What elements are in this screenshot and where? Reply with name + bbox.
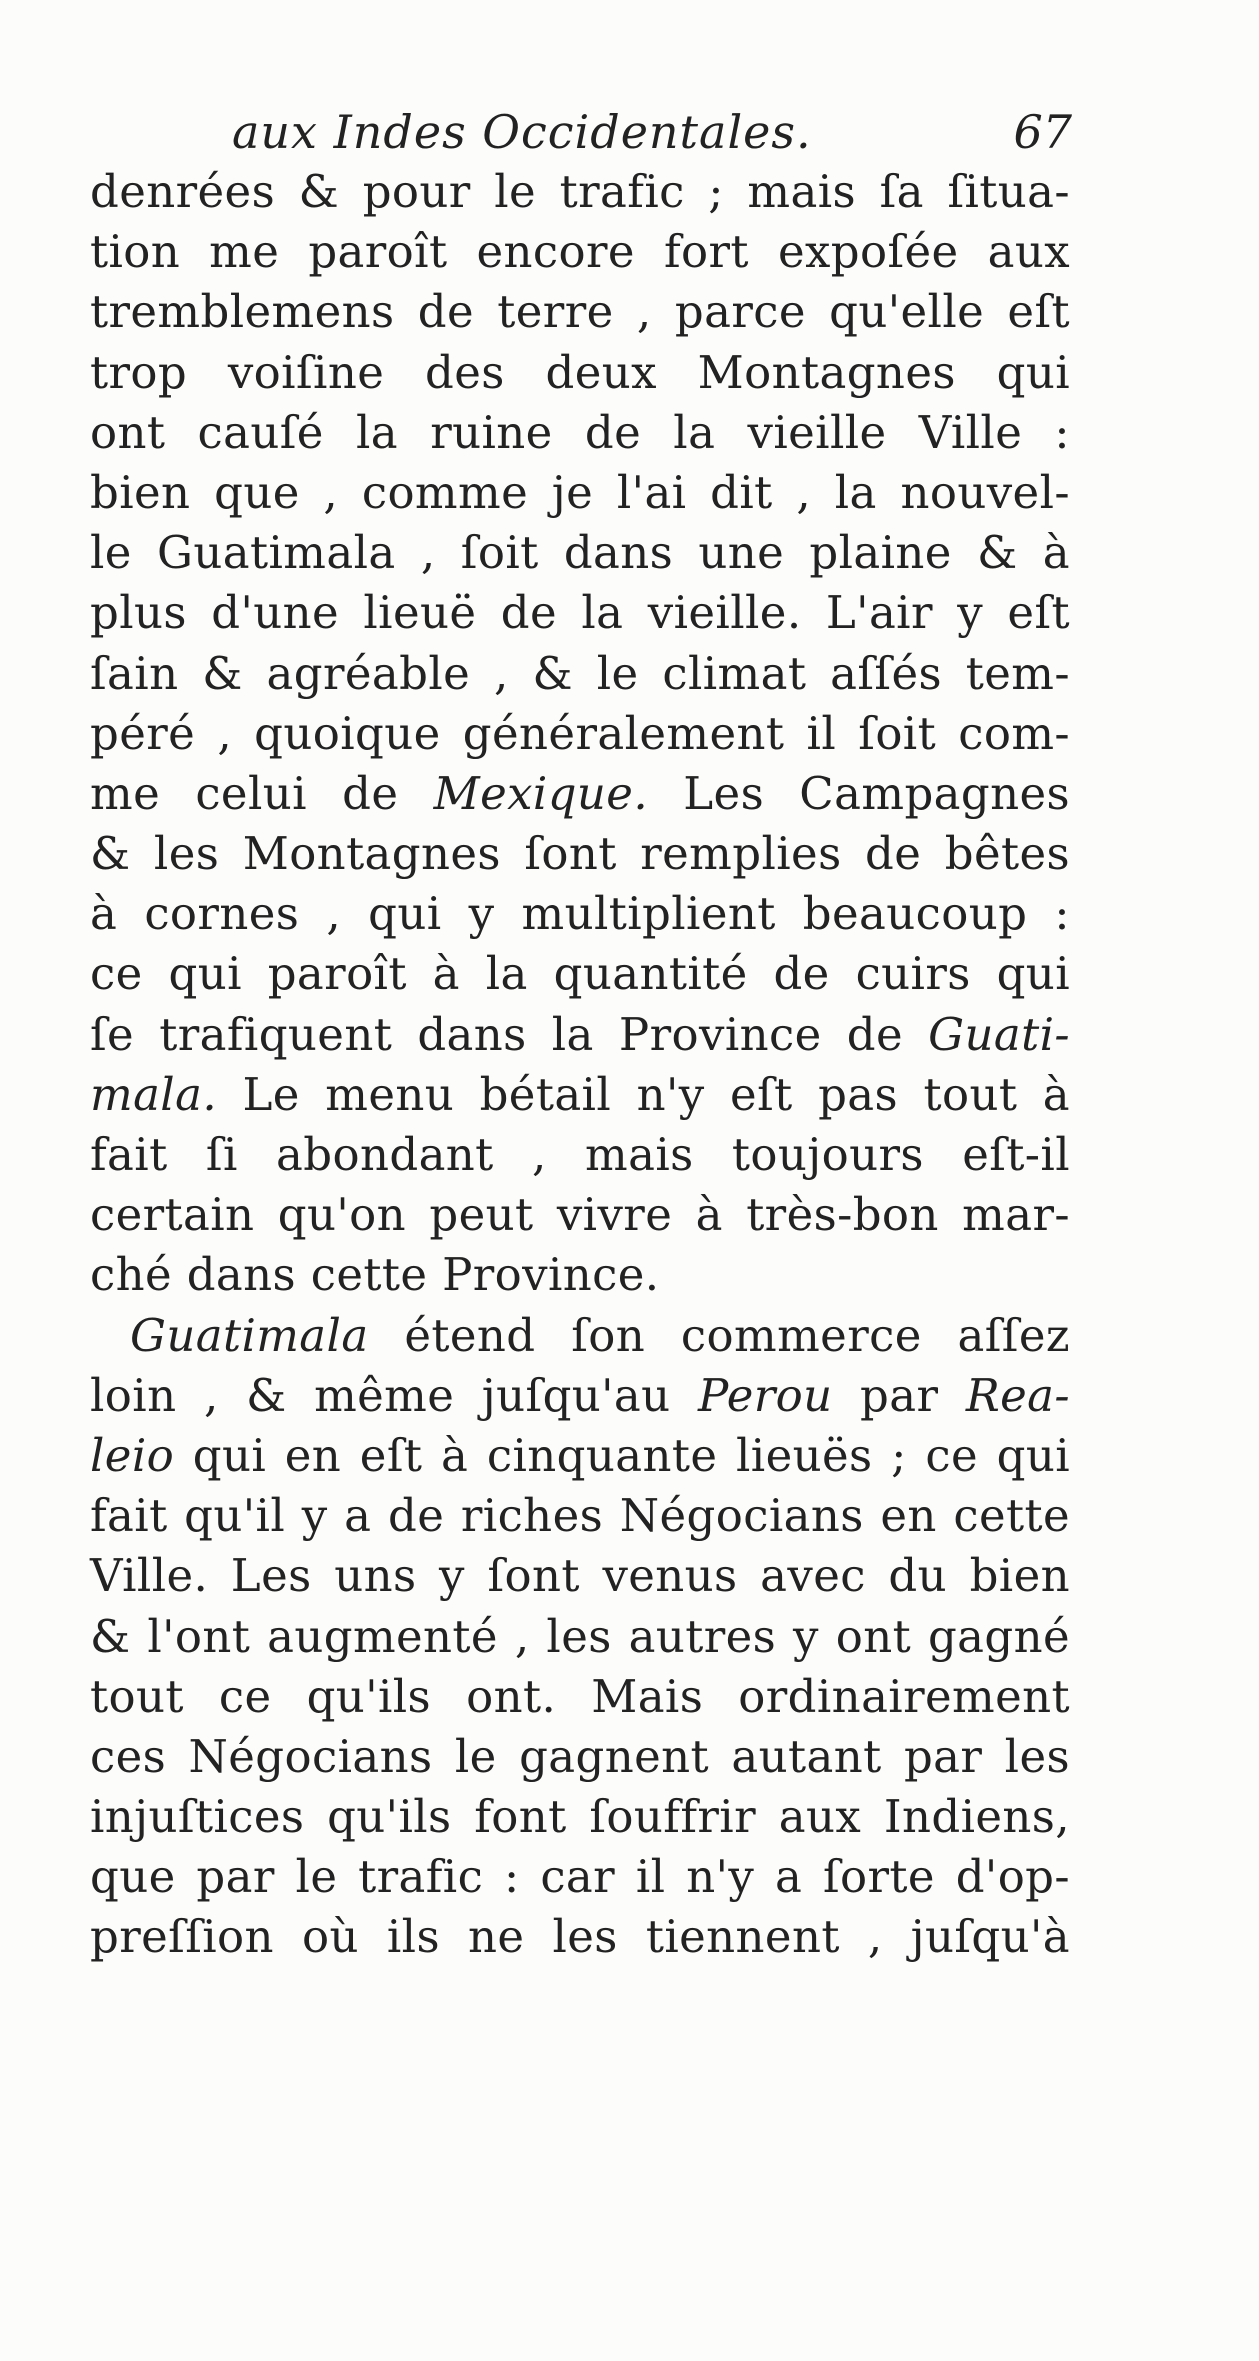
- body-text: [90, 162, 1070, 1968]
- text-line: plus d'une lieuë de la vieille. L'air y eſt: [90, 586, 1070, 640]
- running-title: aux Indes Occidentales.: [232, 105, 812, 159]
- italic-place-name: leio: [90, 1428, 175, 1482]
- running-head: [232, 102, 1072, 162]
- italic-place-name: Rea-: [965, 1368, 1070, 1422]
- text-line: [90, 1426, 1070, 1486]
- italic-place-name: mala.: [90, 1067, 218, 1121]
- text-line: injuſtices qu'ils font ſouffrir aux Indiens,: [90, 1790, 1070, 1844]
- text-run: Les Campagnes: [648, 766, 1070, 820]
- text-line: [90, 1065, 1070, 1125]
- italic-place-name: Guati-: [928, 1007, 1070, 1061]
- text-line: que par le trafic : car il n'y a ſorte d'op-: [90, 1850, 1070, 1904]
- text-line: Ville. Les uns y ſont venus avec du bien: [90, 1549, 1070, 1603]
- text-line: preſſion où ils ne les tiennent , juſqu'à: [90, 1910, 1070, 1964]
- text-line: & les Montagnes ſont remplies de bêtes: [90, 827, 1070, 881]
- text-line: tout ce qu'ils ont. Mais ordinairement: [90, 1669, 1070, 1723]
- text-line: certain qu'on peut vivre à très-bon mar-: [90, 1188, 1070, 1242]
- text-line: bien que , comme je l'ai dit , la nouvel-: [90, 465, 1070, 519]
- text-line: [90, 764, 1070, 824]
- text-run: étend ſon commerce aſſez: [368, 1308, 1070, 1362]
- text-line: [90, 1306, 1070, 1366]
- text-line: [90, 1005, 1070, 1065]
- text-run: ſe trafiquent dans la Province de: [90, 1007, 929, 1061]
- text-line: ce qui paroît à la quantité de cuirs qui: [90, 947, 1070, 1001]
- text-run: qui en eſt à cinquante lieuës ; ce qui: [174, 1428, 1070, 1482]
- text-line: trop voiſine des deux Montagnes qui: [90, 345, 1070, 399]
- italic-place-name: Perou: [698, 1368, 833, 1422]
- text-run: par: [832, 1368, 966, 1422]
- text-line: ces Négocians le gagnent autant par les: [90, 1729, 1070, 1783]
- text-run: loin , & même juſqu'au: [90, 1368, 699, 1422]
- text-run: me celui de: [90, 766, 434, 820]
- text-line: ché dans cette Province.: [90, 1248, 660, 1302]
- text-line: à cornes , qui y multiplient beaucoup :: [90, 887, 1070, 941]
- italic-place-name: Guatimala: [130, 1308, 369, 1362]
- text-line: le Guatimala , ſoit dans une plaine & à: [90, 526, 1070, 580]
- text-line: denrées & pour le trafic ; mais ſa ſitua-: [90, 165, 1070, 218]
- text-line: tremblemens de terre , parce qu'elle eſt: [90, 285, 1070, 339]
- text-line: fait qu'il y a de riches Négocians en cette: [90, 1489, 1070, 1543]
- text-line: tion me paroît encore fort expoſée aux: [90, 225, 1070, 279]
- page-number: 67: [1013, 105, 1072, 159]
- text-run: Le menu bétail n'y eſt pas tout à: [217, 1067, 1070, 1121]
- text-line: & l'ont augmenté , les autres y ont gagné: [90, 1609, 1070, 1663]
- text-line: péré , quoique généralement il ſoit com-: [90, 706, 1070, 760]
- text-line: ont cauſé la ruine de la vieille Ville :: [90, 405, 1070, 459]
- text-line: fait ſi abondant , mais toujours eſt-il: [90, 1128, 1070, 1181]
- text-line: ſain & agréable , & le climat aſſés tem-: [90, 646, 1070, 700]
- italic-place-name: Mexique.: [433, 766, 649, 820]
- text-line: [90, 1366, 1070, 1426]
